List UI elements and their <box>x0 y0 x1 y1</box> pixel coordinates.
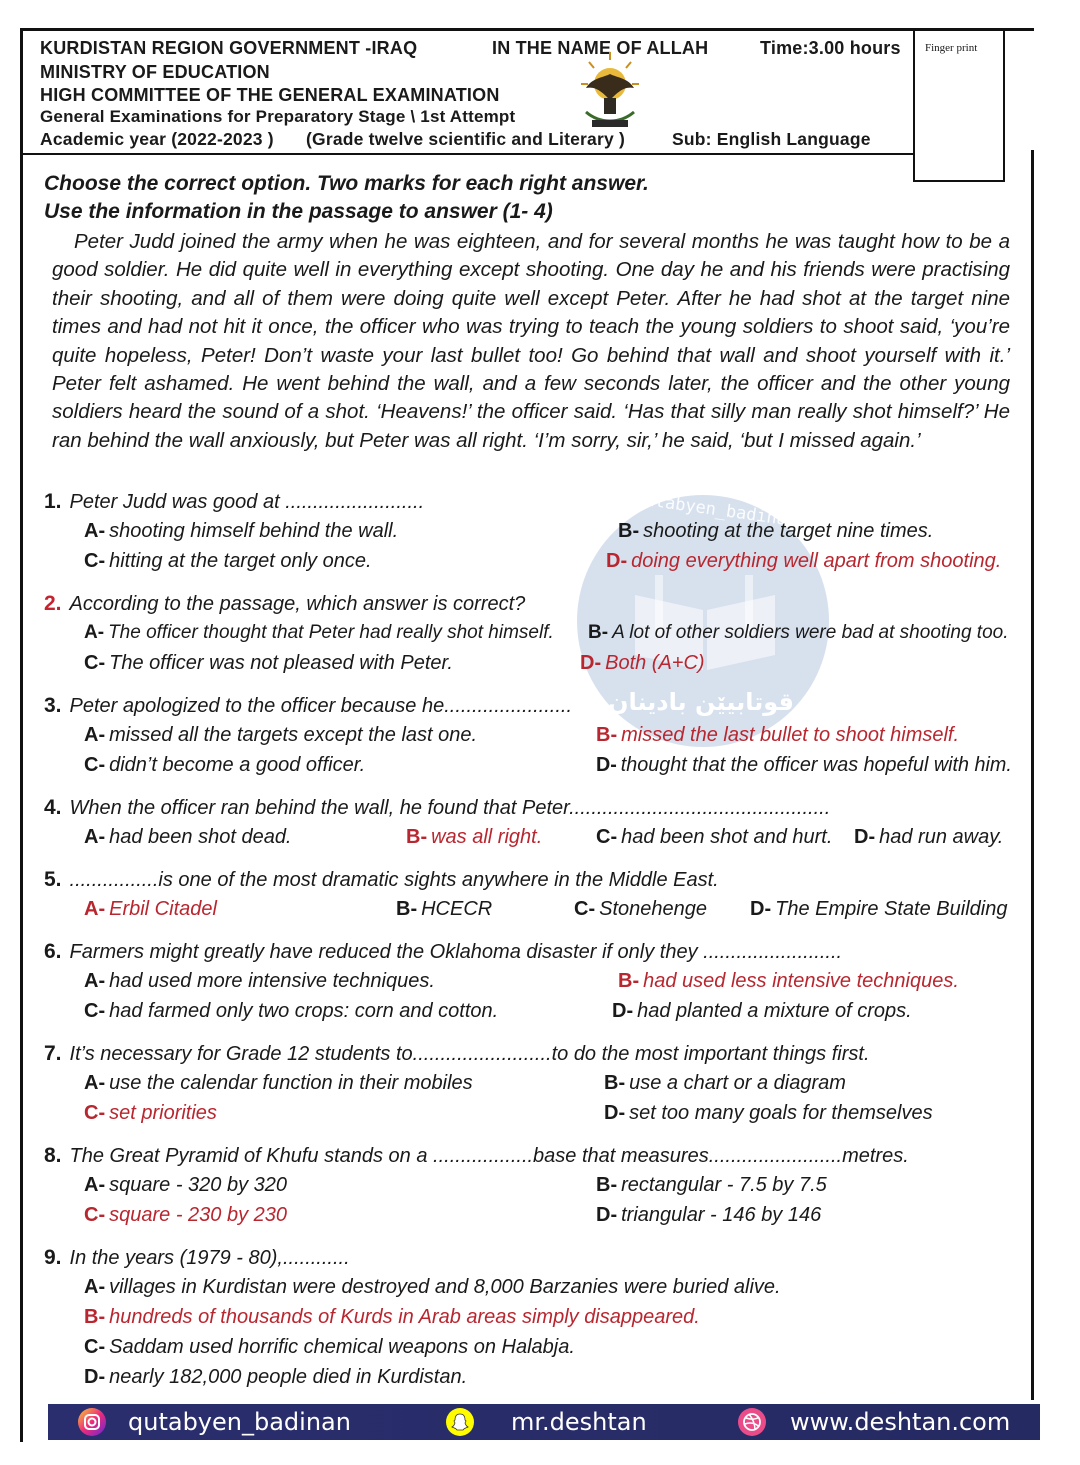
question-3: 3. Peter apologized to the officer because he....................... <box>44 694 573 717</box>
q4-option-b[interactable]: B- was all right. <box>406 826 543 848</box>
header-committee: HIGH COMMITTEE OF THE GENERAL EXAMINATION <box>40 85 500 105</box>
q5-option-c[interactable]: C- Stonehenge <box>574 898 707 920</box>
snapchat-handle[interactable]: mr.deshtan <box>511 1408 647 1436</box>
q8-option-a[interactable]: A- square - 320 by 320 <box>84 1174 288 1196</box>
header-subject: Sub: English Language <box>672 129 871 149</box>
header-divider <box>22 153 914 155</box>
q1-option-b[interactable]: B- shooting at the target nine times. <box>618 520 934 542</box>
question-7: 7. It’s necessary for Grade 12 students to.........................to do the most important things first. <box>44 1042 870 1065</box>
question-2: 2. According to the passage, which answer is correct? <box>44 592 526 615</box>
right-border <box>1031 150 1034 1400</box>
q8-option-b[interactable]: B- rectangular - 7.5 by 7.5 <box>596 1174 827 1196</box>
q1-option-c[interactable]: C- hitting at the target only once. <box>84 550 372 572</box>
q3-option-a[interactable]: A- missed all the targets except the last one. <box>84 724 478 746</box>
q4-option-c[interactable]: C- had been shot and hurt. <box>596 826 833 848</box>
reading-passage: Peter Judd joined the army when he was eighteen, and for several months he was taught how to be a good soldier. He did quite well in everything except shooting. One day he and his friends were practising their shooting, and all of them were doing quite well except Peter. After he had shot at the target nine times and had not hit it once, the officer who was trying to teach the young soldiers to shoot said, ‘you’re quite hopeless, Peter! Don’t waste your last bullet too! Go behind that wall and shoot yourself with it.’ Peter felt ashamed. He went behind the wall, and a few seconds later, the officer and the other young soldiers heard the sound of a shot. ‘Heavens!’ the officer said. ‘Has that silly man really shot himself?’ He ran behind the wall anxiously, but Peter was all right. ‘I’m sorry, sir,’ he said, ‘but I missed again.’ <box>52 230 1010 452</box>
q5-option-a[interactable]: A- Erbil Citadel <box>84 898 217 920</box>
finger-print-label: Finger print <box>925 42 978 54</box>
question-1: 1. Peter Judd was good at ......................... <box>44 490 425 513</box>
q7-option-a[interactable]: A- use the calendar function in their mobiles <box>84 1072 473 1094</box>
q5-option-b[interactable]: B- HCECR <box>396 898 493 920</box>
q2-option-d[interactable]: D- Both (A+C) <box>580 652 705 674</box>
q1-option-a[interactable]: A- shooting himself behind the wall. <box>84 520 399 542</box>
q6-option-a[interactable]: A- had used more intensive techniques. <box>84 970 435 992</box>
q4-option-a[interactable]: A- had been shot dead. <box>84 826 292 848</box>
header-time: Time:3.00 hours <box>760 38 901 58</box>
question-9: 9. In the years (1979 - 80),............ <box>44 1246 350 1269</box>
watermark-arabic-text: قوتابیێن بادینان <box>608 688 794 716</box>
q9-option-a[interactable]: A- villages in Kurdistan were destroyed and 8,000 Barzanies were buried alive. <box>84 1276 781 1298</box>
instagram-icon <box>78 1408 106 1436</box>
snapchat-icon <box>446 1408 474 1436</box>
finger-print-box <box>913 30 1005 182</box>
question-5: 5. ................is one of the most dramatic sights anywhere in the Middle East. <box>44 868 719 891</box>
q6-option-d[interactable]: D- had planted a mixture of crops. <box>612 1000 912 1022</box>
q6-option-c[interactable]: C- had farmed only two crops: corn and cotton. <box>84 1000 499 1022</box>
instruction-main: Choose the correct option. Two marks for each right answer. <box>44 172 649 195</box>
header-government: KURDISTAN REGION GOVERNMENT -IRAQ <box>40 38 418 58</box>
q1-option-d[interactable]: D- doing everything well apart from shooting. <box>606 550 1002 572</box>
q9-option-b[interactable]: B- hundreds of thousands of Kurds in Arab areas simply disappeared. <box>84 1306 700 1328</box>
q8-option-d[interactable]: D- triangular - 146 by 146 <box>596 1204 822 1226</box>
q9-option-c[interactable]: C- Saddam used horrific chemical weapons on Halabja. <box>84 1336 575 1358</box>
watermark-arc-text: qutabyen_badinan <box>633 488 799 532</box>
question-8: 8. The Great Pyramid of Khufu stands on a ..................base that measures........................metres. <box>44 1144 909 1167</box>
q7-option-c[interactable]: C- set priorities <box>84 1102 217 1124</box>
q7-option-b[interactable]: B- use a chart or a diagram <box>604 1072 846 1094</box>
q2-option-a[interactable]: A- The officer thought that Peter had really shot himself. <box>84 622 554 643</box>
instruction-passage: Use the information in the passage to answer (1- 4) <box>44 200 553 223</box>
dribbble-icon <box>738 1408 766 1436</box>
question-6: 6. Farmers might greatly have reduced the Oklahoma disaster if only they ......................... <box>44 940 843 963</box>
q7-option-d[interactable]: D- set too many goals for themselves <box>604 1102 933 1124</box>
q2-option-c[interactable]: C- The officer was not pleased with Peter. <box>84 652 453 674</box>
header-basmala: IN THE NAME OF ALLAH <box>492 38 709 58</box>
website-link[interactable]: www.deshtan.com <box>790 1408 1011 1436</box>
instagram-handle[interactable]: qutabyen_badinan <box>128 1408 351 1436</box>
kurdistan-emblem-icon <box>580 48 640 132</box>
q6-option-b[interactable]: B- had used less intensive techniques. <box>618 970 959 992</box>
q4-option-d[interactable]: D- had run away. <box>854 826 1004 848</box>
social-footer <box>48 1404 1040 1440</box>
header-exam-stage: General Examinations for Preparatory Stage \ 1st Attempt <box>40 107 516 126</box>
q9-option-d[interactable]: D- nearly 182,000 people died in Kurdistan. <box>84 1366 468 1388</box>
q3-option-d[interactable]: D- thought that the officer was hopeful with him. <box>596 754 1012 776</box>
q2-option-b[interactable]: B- A lot of other soldiers were bad at shooting too. <box>588 622 1009 643</box>
header-ministry: MINISTRY OF EDUCATION <box>40 62 270 82</box>
q8-option-c[interactable]: C- square - 230 by 230 <box>84 1204 288 1226</box>
question-4: 4. When the officer ran behind the wall, he found that Peter............................................... <box>44 796 831 819</box>
q3-option-c[interactable]: C- didn’t become a good officer. <box>84 754 366 776</box>
header-year: Academic year (2022-2023 ) <box>40 129 274 149</box>
header-grade: (Grade twelve scientific and Literary ) <box>306 129 626 149</box>
q5-option-d[interactable]: D- The Empire State Building <box>750 898 1008 920</box>
q3-option-b[interactable]: B- missed the last bullet to shoot himself. <box>596 724 960 746</box>
